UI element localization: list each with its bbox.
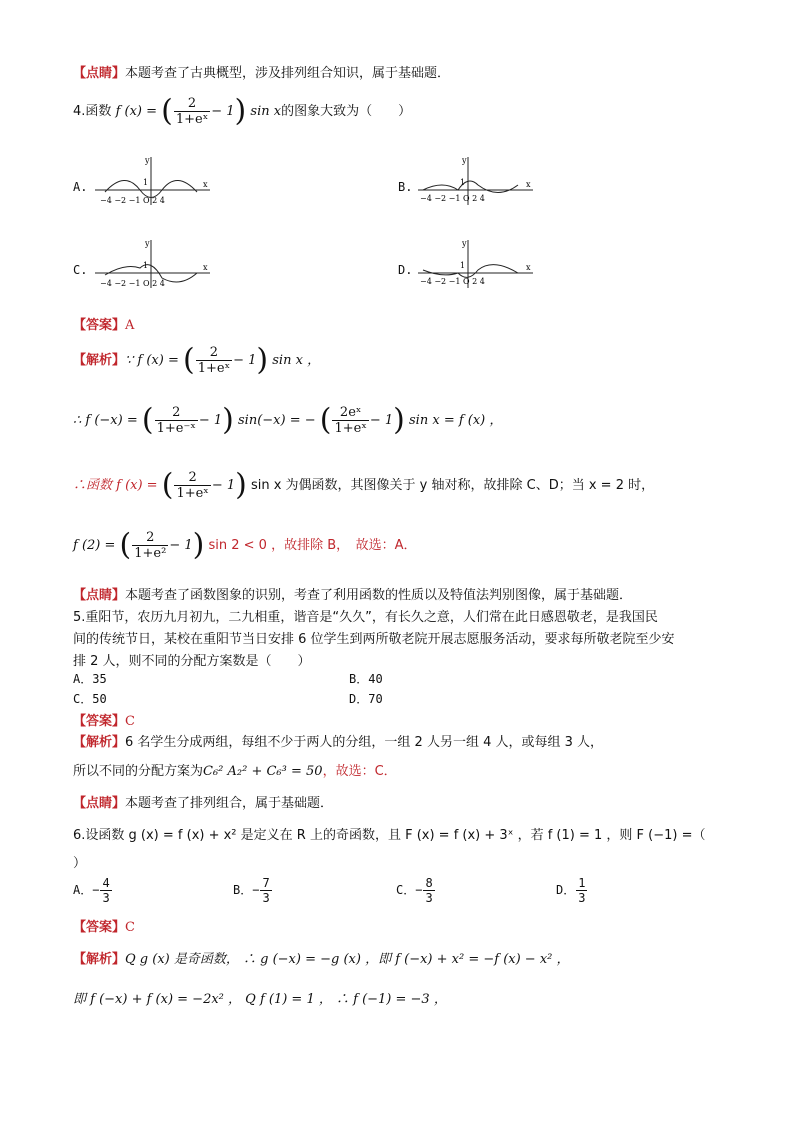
minus-one: − 1 (198, 413, 223, 428)
math: ∵ f (x) = (125, 353, 179, 368)
frac-num: 2 (188, 470, 197, 485)
q6-option-c (396, 876, 436, 905)
frac-den: 1+e⁻ˣ (156, 421, 196, 436)
analysis-tag: 【解析】 (73, 735, 126, 750)
q5-option-c: C．50 (73, 692, 107, 706)
y-label: y (145, 156, 150, 165)
q5-stem-line1: 5.重阳节，农历九月初九，二九相重，谐音是“久久”，有长久之意，人们常在此日感恩敬老，是我国民 (73, 610, 658, 625)
graph-b (418, 155, 538, 210)
q5-option-d: D．70 (349, 692, 383, 706)
frac-num: 7 (262, 876, 270, 890)
note-tag: 【点睛】 (73, 796, 126, 811)
stem-prefix: 函数 (85, 104, 112, 119)
q4-analysis-line3: ∴函数 f (x) = ( $\frac{2}{\text{1+eˣ}}$ − 1) sin x 为偶函数，其图像关于 y 轴对称，故排除 C、D；当 x = 2 时， (73, 467, 655, 503)
graph-a (95, 155, 215, 210)
q6-answer (73, 916, 135, 935)
option-a-label: A. (73, 180, 88, 194)
q6-option-a (73, 876, 113, 905)
analysis-text: 所以不同的分配方案为 (73, 764, 204, 779)
one-label: 1 (143, 261, 149, 270)
note-text: 本题考查了排列组合，属于基础题． (125, 796, 334, 811)
y-label: y (462, 239, 467, 248)
answer-tag: 【答案】 (73, 318, 126, 333)
frac-num: 2 (146, 530, 155, 545)
analysis-tag: 【解析】 (73, 952, 126, 967)
frac-den: 1+eˣ (175, 112, 209, 127)
answer-tag: 【答案】 (73, 714, 126, 729)
q5-stem-line3: 排 2 人，则不同的分配方案数是（ ） (73, 654, 311, 669)
q4-answer (73, 314, 134, 333)
tick-labels: −4 −2 −1 O 2 4 (420, 277, 485, 286)
math: f (2) = (73, 538, 116, 553)
q6-analysis-line2 (73, 988, 447, 1007)
note-tag: 【点睛】 (73, 66, 126, 81)
answer-value: A (125, 318, 135, 333)
one-label: 1 (460, 261, 466, 270)
frac-num: 2 (172, 405, 181, 420)
q5-answer (73, 710, 135, 729)
q5-option-a: A．35 (73, 672, 107, 686)
answer-value: C (125, 714, 135, 729)
minus-one: − 1 (169, 538, 193, 553)
q4-analysis-line1: 【解析】∵ f (x) = ( $\frac{2}{\text{1+eˣ}}$ − 1) sin x ， (73, 342, 321, 378)
q5-stem-line2: 间的传统节日，某校在重阳节当日安排 6 位学生到两所敬老院开展志愿服务活动，要求每所敬老院至少安 (73, 632, 675, 647)
frac-den: 3 (102, 891, 110, 905)
minus-one: − 1 (211, 478, 236, 493)
q4-analysis-line4: f (2) = ( $\frac{2}{\text{1+e²}}$ − 1) sin 2 < 0 ，故排除 B， 故选：A． (73, 527, 417, 563)
q5-note (73, 792, 333, 811)
x-label: x (526, 180, 531, 189)
q5-analysis-line1 (73, 731, 603, 750)
analysis-text: 即 f (−x) + f (x) = −2x² ， Q f (1) = 1 ， ∴ f (−1) = −3 ， (73, 992, 447, 1007)
x-label: x (526, 263, 531, 272)
option-sign: − (92, 883, 100, 897)
analysis-text: sin 2 < 0 ，故排除 B， 故选：A． (208, 538, 417, 553)
q5-analysis-line2 (73, 760, 397, 779)
q5-option-b: B．40 (349, 672, 383, 686)
y-label: y (462, 156, 467, 165)
frac-num: 8 (425, 876, 433, 890)
minus-one: − 1 (369, 413, 394, 428)
stem-suffix: 的图象大致为（ ） (281, 104, 412, 119)
frac-num: 2 (209, 345, 219, 360)
question-number: 4. (73, 104, 86, 119)
q4-analysis-line2: ∴ f (−x) = ( $\frac{2}{\text{1+e⁻ˣ}}$ − 1) sin(−x) = − ( $\frac{\text{2eˣ}}{\text{1+eˣ}}$ − 1) sin x = f (x) ， (73, 402, 503, 438)
one-label: 1 (460, 178, 466, 187)
sin-x: sin x (250, 104, 282, 119)
note-tag: 【点睛】 (73, 588, 126, 603)
math: C₆² A₂² + C₆³ = 50 (203, 764, 323, 779)
frac-den: 3 (262, 891, 270, 905)
q4-note (73, 584, 632, 603)
q3-note (73, 62, 450, 81)
tick-labels: −4 −2 −1 O 2 4 (100, 196, 165, 205)
frac-den: 1+eˣ (334, 421, 367, 436)
frac-num: 2 (187, 96, 197, 111)
x-label: x (203, 263, 208, 272)
note-text: 本题考查了函数图象的识别，考查了利用函数的性质以及特值法判别图像，属于基础题． (125, 588, 633, 603)
answer-tag: 【答案】 (73, 920, 126, 935)
y-label: y (145, 239, 150, 248)
one-label: 1 (143, 178, 149, 187)
option-d-label: D. (398, 263, 413, 277)
frac-num: 2eˣ (339, 405, 362, 420)
q6-option-b (233, 876, 273, 905)
analysis-text: sin x 为偶函数，其图像关于 y 轴对称，故排除 C、D；当 x = 2 时， (250, 478, 655, 493)
analysis-text: Q g (x) 是奇函数， ∴ g (−x) = −g (x) ，即 f (−x) + x² = −f (x) − x² ， (125, 952, 570, 967)
option-label: A． (73, 883, 93, 897)
q4-stem: 4.函数 f (x) = ( $\frac{2}{\text{1+eˣ}}$ − 1) sin x的图象大致为（ ） (73, 93, 412, 129)
frac-den: 3 (578, 891, 586, 905)
option-label: B． (233, 883, 253, 897)
option-label: D． (556, 883, 576, 897)
math: sin x ， (272, 353, 321, 368)
option-sign: − (252, 883, 260, 897)
analysis-text: ，故选：C． (322, 764, 397, 779)
frac-den: 1+eˣ (176, 486, 209, 501)
analysis-text: 6 名学生分成两组，每组不少于两人的分组，一组 2 人另一组 4 人，或每组 3 人， (125, 735, 604, 750)
math: sin x = f (x) ， (409, 413, 503, 428)
option-sign: − (415, 883, 423, 897)
minus-one: − 1 (211, 104, 235, 119)
math: sin(−x) = − (238, 413, 316, 428)
x-label: x (203, 180, 208, 189)
q6-option-d (556, 876, 588, 905)
function-label: f (x) = (115, 104, 158, 119)
analysis-tag: 【解析】 (73, 353, 126, 368)
option-b-label: B. (398, 180, 413, 194)
frac-den: 1+e² (134, 546, 167, 561)
math: ∴ f (−x) = (73, 413, 138, 428)
q6-stem-line1: 6.设函数 g (x) = f (x) + x² 是定义在 R 上的奇函数，且 F (x) = f (x) + 3ˣ ，若 f (1) = 1 ，则 F (−1) =（ (73, 828, 706, 843)
graph-d (418, 238, 538, 293)
answer-value: C (125, 920, 135, 935)
note-text: 本题考查了古典概型，涉及排列组合知识，属于基础题． (125, 66, 451, 81)
option-c-label: C. (73, 263, 88, 277)
tick-labels: −4 −2 −1 O 2 4 (420, 194, 485, 203)
frac-den: 1+eˣ (197, 361, 231, 376)
q6-stem-line2: ） (73, 856, 87, 871)
option-label: C． (396, 883, 416, 897)
frac-den: 3 (425, 891, 433, 905)
q6-analysis-line1 (73, 948, 570, 967)
math: ∴函数 f (x) = (73, 478, 158, 493)
minus-one: − 1 (233, 353, 257, 368)
graph-c (95, 238, 215, 293)
tick-labels: −4 −2 −1 O 2 4 (100, 279, 165, 288)
frac-num: 1 (578, 876, 586, 890)
frac-num: 4 (102, 876, 110, 890)
